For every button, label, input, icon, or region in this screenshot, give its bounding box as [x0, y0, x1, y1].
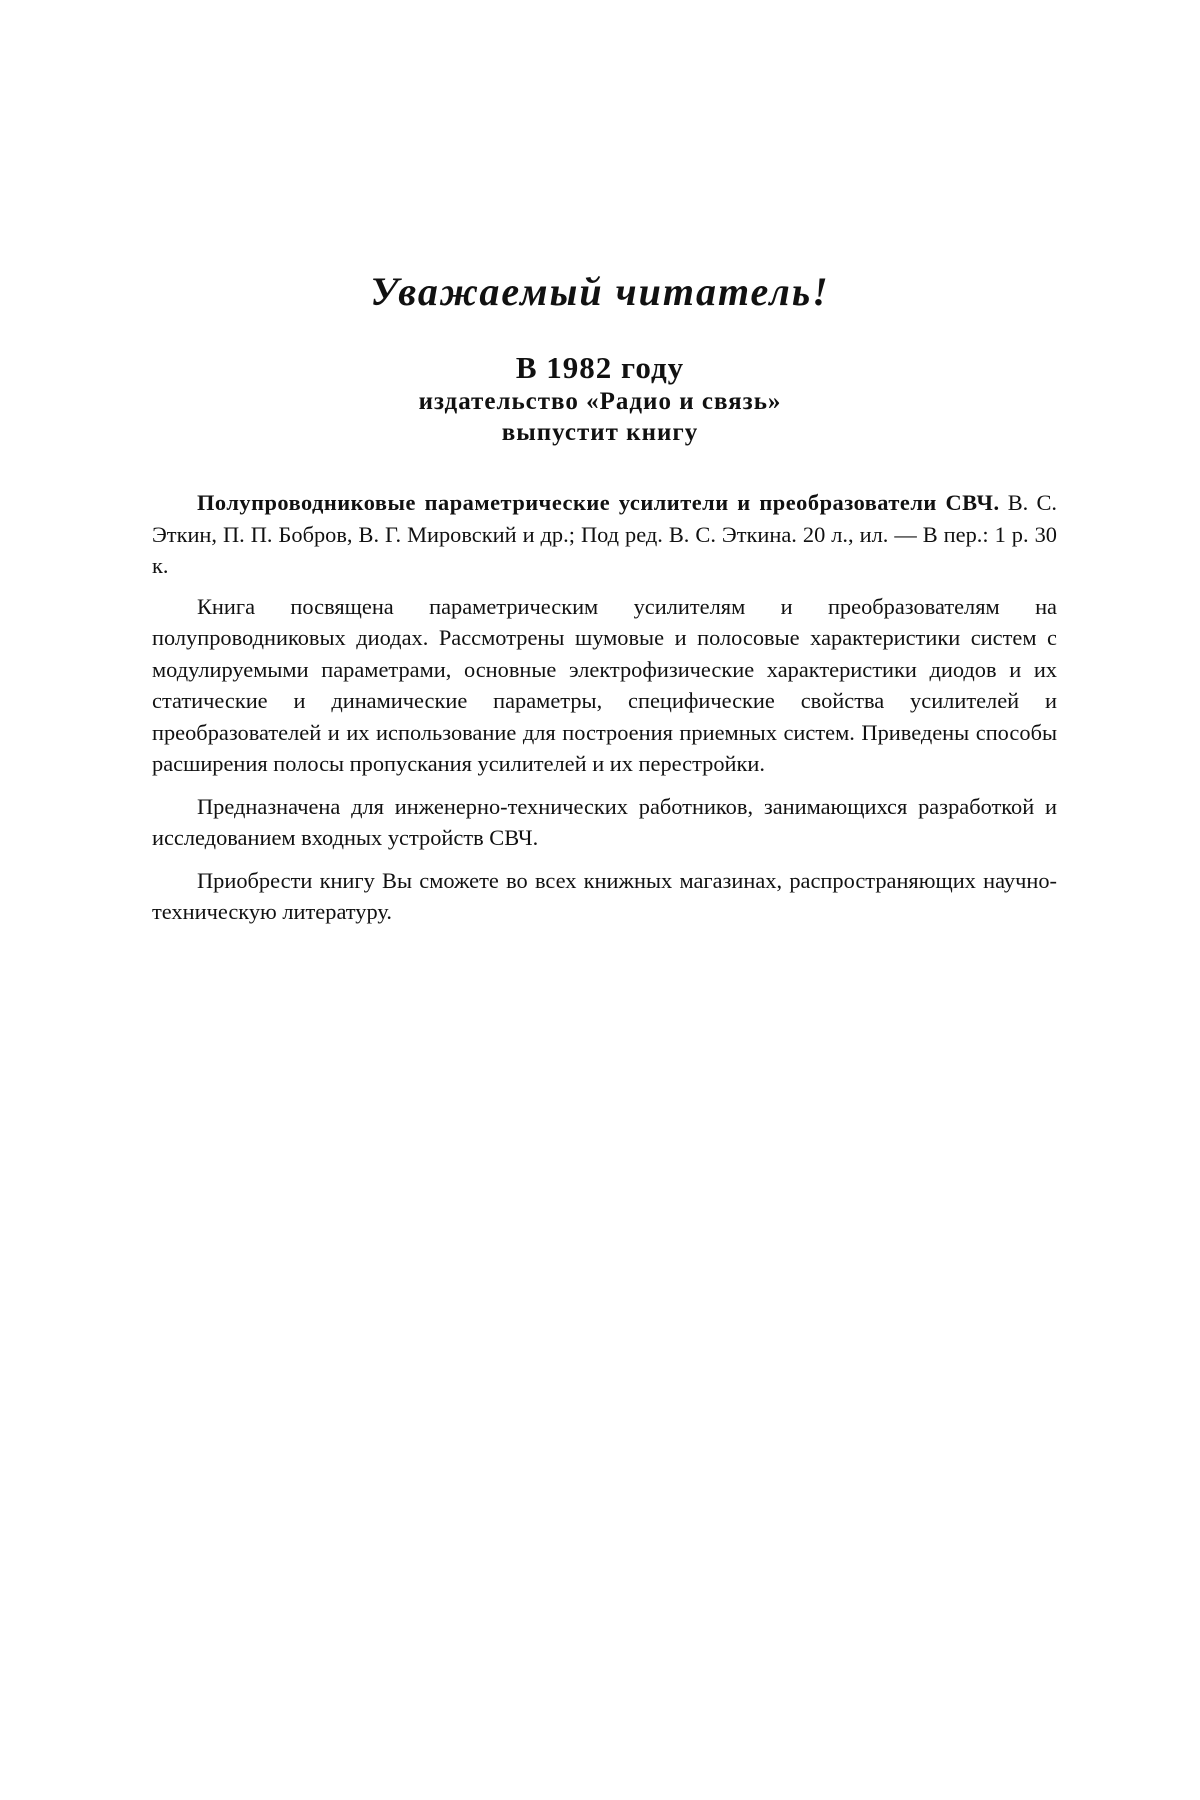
book-entry — [152, 487, 1057, 582]
announcement-year-line: В 1982 году — [515, 350, 685, 385]
book-audience-paragraph: Предназначена для инженерно-технических работников, занимающихся разработкой и исследованием входных устройств СВЧ. — [152, 793, 1057, 850]
greeting-heading: Уважаемый читатель! — [370, 269, 830, 314]
announcement-body — [152, 487, 1057, 939]
book-purchase-paragraph: Приобрести книгу Вы сможете во всех книжных магазинах, распространяющих научно-техническую литературу. — [152, 867, 1057, 924]
book-title: Полупроводниковые параметрические усилители и преобразователи СВЧ. — [197, 490, 1000, 515]
announcement-publisher-line: издательство «Радио и связь» — [418, 388, 782, 415]
book-description-paragraph: Книга посвящена параметрическим усилителям и преобразователям на полупроводниковых диодах. Рассмотрены шумовые и полосовые характеристики систем с модулируемыми параметрами, основные электрофизические характеристики диодов и их статические и динамические параметры, специфические свойства усилителей и преобразователей и их использование для построения приемных систем. Приведены способы расширения полосы пропускания усилителей и их перестройки. — [152, 593, 1057, 776]
announcement-heading — [150, 350, 1050, 448]
book-details: В. С. Эткин, П. П. Бобров, В. Г. Мировский и др.; Под ред. В. С. Эткина. 20 л., ил. — В пер.: 1 р. 30 к. — [152, 490, 1057, 578]
announcement-release-line: выпустит книгу — [501, 419, 699, 446]
